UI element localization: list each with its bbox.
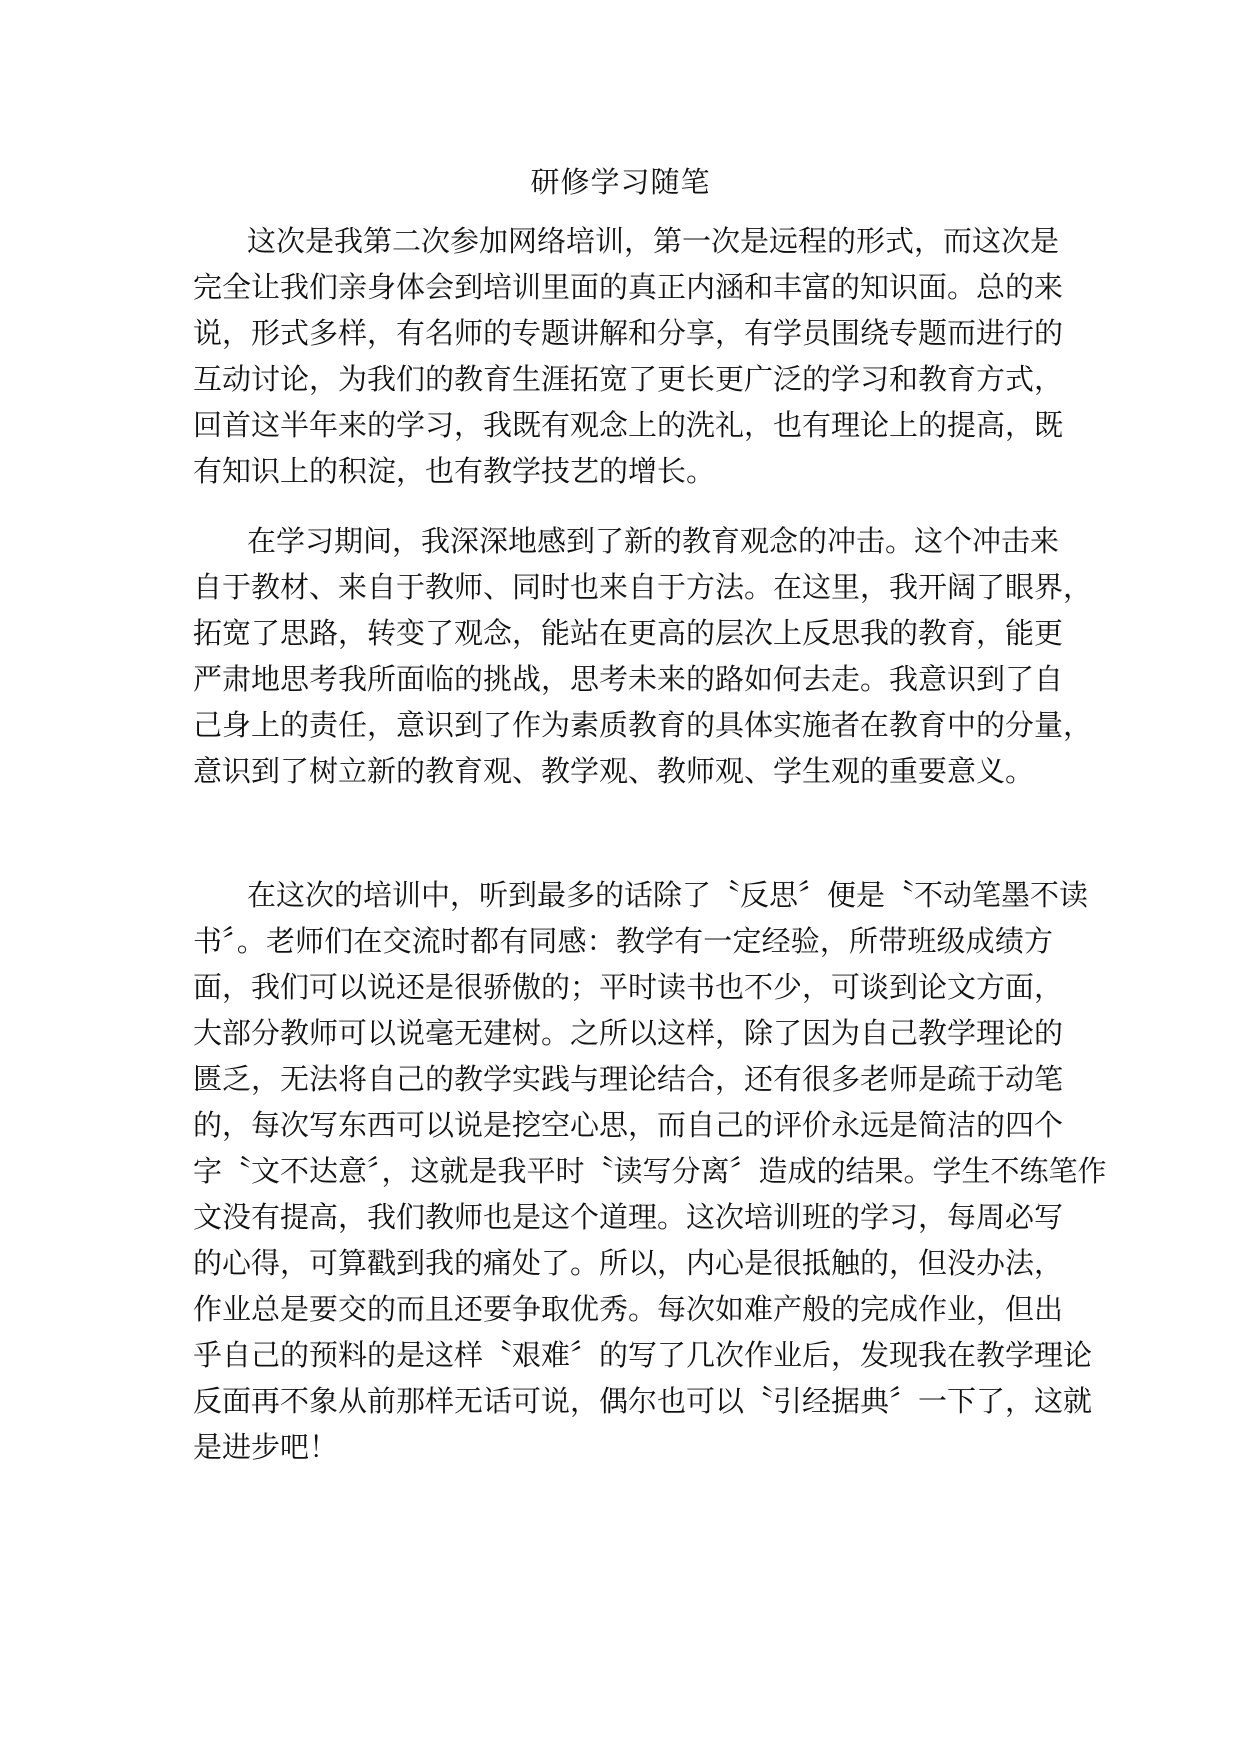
paragraph-3-line-7: 字〝文不达意〞，这就是我平时〝读写分离〞造成的结果。学生不练笔作 <box>193 1154 1107 1188</box>
paragraph-3-line-6: 的，每次写东西可以说是挖空心思，而自己的评价永远是简洁的四个 <box>193 1108 1064 1142</box>
paragraph-3-line-13: 是进步吧！ <box>193 1430 339 1464</box>
paragraph-2-line-4: 严肃地思考我所面临的挑战，思考未来的路如何去走。我意识到了自 <box>193 662 1064 696</box>
paragraph-3-line-4: 大部分教师可以说毫无建树。之所以这样，除了因为自己教学理论的 <box>193 1016 1064 1050</box>
document-title: 研修学习随笔 <box>530 165 711 199</box>
paragraph-1-line-4: 互动讨论，为我们的教育生涯拓宽了更长更广泛的学习和教育方式， <box>193 362 1064 396</box>
paragraph-3-line-10: 作业总是要交的而且还要争取优秀。每次如难产般的完成作业，但出 <box>193 1292 1064 1326</box>
paragraph-3-line-12: 反面再不象从前那样无话可说，偶尔也可以〝引经据典〞一下了，这就 <box>193 1384 1093 1418</box>
paragraph-1-line-6: 有知识上的积淀，也有教学技艺的增长。 <box>193 454 716 488</box>
paragraph-3-line-9: 的心得，可算戳到我的痛处了。所以，内心是很抵触的，但没办法， <box>193 1246 1064 1280</box>
paragraph-1-line-1: 这次是我第二次参加网络培训，第一次是远程的形式，而这次是 <box>247 224 1060 258</box>
paragraph-2-line-2: 自于教材、来自于教师、同时也来自于方法。在这里，我开阔了眼界， <box>193 570 1093 604</box>
paragraph-2-line-1: 在学习期间，我深深地感到了新的教育观念的冲击。这个冲击来 <box>247 524 1060 558</box>
paragraph-1-line-5: 回首这半年来的学习，我既有观念上的洗礼，也有理论上的提高，既 <box>193 408 1064 442</box>
paragraph-1-line-2: 完全让我们亲身体会到培训里面的真正内涵和丰富的知识面。总的来 <box>193 270 1064 304</box>
paragraph-1-line-3: 说，形式多样，有名师的专题讲解和分享，有学员围绕专题而进行的 <box>193 316 1064 350</box>
paragraph-2-line-3: 拓宽了思路，转变了观念，能站在更高的层次上反思我的教育，能更 <box>193 616 1064 650</box>
paragraph-3-line-11: 乎自己的预料的是这样〝艰难〞的写了几次作业后，发现我在教学理论 <box>193 1338 1093 1372</box>
paragraph-3-line-5: 匮乏，无法将自己的教学实践与理论结合，还有很多老师是疏于动笔 <box>193 1062 1064 1096</box>
paragraph-3-line-3: 面，我们可以说还是很骄傲的；平时读书也不少，可谈到论文方面， <box>193 970 1064 1004</box>
paragraph-3-line-1: 在这次的培训中，听到最多的话除了〝反思〞便是〝不动笔墨不读 <box>247 878 1089 912</box>
paragraph-3-line-2: 书〞。老师们在交流时都有同感：教学有一定经验，所带班级成绩方 <box>193 924 1053 958</box>
paragraph-2-line-5: 己身上的责任，意识到了作为素质教育的具体实施者在教育中的分量， <box>193 708 1093 742</box>
paragraph-3-line-8: 文没有提高，我们教师也是这个道理。这次培训班的学习，每周必写 <box>193 1200 1064 1234</box>
paragraph-2-line-6: 意识到了树立新的教育观、教学观、教师观、学生观的重要意义。 <box>193 754 1035 788</box>
